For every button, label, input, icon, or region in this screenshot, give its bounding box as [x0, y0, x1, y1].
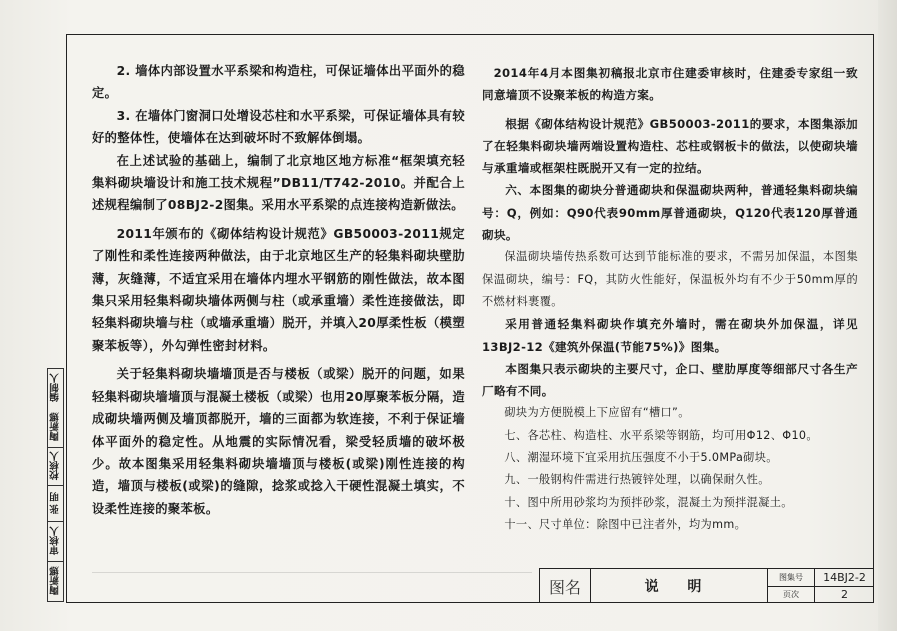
- atlas-number-label: 图集号: [768, 569, 815, 586]
- title-block: [539, 568, 874, 603]
- paragraph: 关于轻集料砌块墙墙顶是否与楼板（或梁）脱开的问题，如果轻集料砌块墙墙顶与混凝土楼板（或梁）也用20厚聚苯板分隔，造成砌块墙两侧及墙顶都脱开，墙的三面都为软连接，不利于保证墙体平面外的稳定性。从地震的实际情况看，梁受轻质墙的破坏极少。故本图集采用轻集料砌块墙墙顶与楼板(或梁)刚性连接的构造，墙顶与楼板(或梁)的缝隙，捻浆或捻入干硬性混凝土填实，不设柔性连接的聚苯板。: [92, 367, 465, 516]
- paragraph: 九、一般钢构件需进行热镀锌处理，以确保耐久性。: [504, 473, 770, 487]
- left-text-column: [92, 60, 465, 520]
- paragraph: 十、图中所用砂浆均为预拌砂浆，混凝土为预拌混凝土。: [504, 495, 793, 509]
- strip-cell-checker-label: 校核人: [48, 447, 63, 486]
- paragraph: 2. 墙体内部设置水平系梁和构造柱，可保证墙体出平面外的稳定。: [92, 64, 465, 101]
- title-meta: [768, 569, 874, 603]
- paragraph: 3. 在墙体门窗洞口处增设芯柱和水平系梁，可保证墙体具有较好的整体性，使墙体在达到破坏时不致解体倒塌。: [92, 108, 465, 146]
- paragraph: 本图集只表示砌块的主要尺寸，企口、壁肋厚度等细部尺寸各生产厂略有不同。: [482, 361, 858, 399]
- strip-cell-reviewer: 陶新娜: [48, 561, 63, 602]
- strip-cell-author: 陶新娜: [48, 407, 63, 448]
- sheet-title: 说 明: [591, 569, 768, 603]
- paragraph: 六、本图集的砌块分普通砌块和保温砌块两种，普通轻集料砌块编号：Q，例如：Q90代表90mm厚普通砌块，Q120代表120厚普通砌块。: [482, 183, 858, 243]
- right-text-column: [482, 62, 858, 536]
- page-number-row: [768, 587, 874, 604]
- atlas-number-row: [768, 569, 874, 587]
- page-number-label: 页次: [768, 587, 815, 604]
- atlas-number: 14BJ2-2: [823, 570, 866, 584]
- faded-bleed-through: [92, 572, 532, 603]
- signature-strip: [47, 368, 64, 602]
- strip-cell-author-label: 编制人: [50, 373, 61, 403]
- paragraph: 保温砌块墙传热系数可达到节能标准的要求，不需另加保温，本图集保温砌块，编号：FQ，其防火性能好，保温板外均有不少于50mm厚的不燃材料裹覆。: [482, 250, 858, 308]
- paragraph: 七、各芯柱、构造柱、水平系梁等钢筋，均可用Φ12、Φ10。: [504, 428, 818, 442]
- strip-cell-reviewer-label: 审核人: [48, 521, 63, 562]
- strip-cell-checker: 张 明: [48, 485, 63, 522]
- paragraph: 在上述试验的基础上，编制了北京地区地方标准“框架填充轻集料砌块墙设计和施工技术规程”DB11/T742-2010。并配合上述规程编制了08BJ2-2图集。采用水平系梁的点连接构造新做法。: [92, 153, 465, 213]
- paragraph: 采用普通轻集料砌块作填充外墙时，需在砌块外加保温，详见13BJ2-12《建筑外保温(节能75%)》图集。: [482, 317, 858, 354]
- paragraph: 八、潮湿环境下宜采用抗压强度不小于5.0MPa砌块。: [504, 451, 778, 465]
- title-label: 图名: [540, 569, 591, 603]
- paragraph: 2014年4月本图集初稿报北京市住建委审核时，住建委专家组一致同意墙顶不设聚苯板的构造方案。: [482, 66, 858, 103]
- paragraph: 根据《砌体结构设计规范》GB50003-2011的要求，本图集添加了在轻集料砌块墙两端设置构造柱、芯柱或钢板卡的做法，以使砌块墙与承重墙或框架柱既脱开又有一定的拉结。: [482, 116, 858, 176]
- paragraph: 砌块为方便脱模上下应留有“槽口”。: [504, 406, 690, 420]
- paragraph: 十一、尺寸单位：除图中已注者外，均为mm。: [504, 517, 747, 531]
- page-edge-shadow: [878, 0, 897, 631]
- paragraph: 2011年颁布的《砌体结构设计规范》GB50003-2011规定了刚性和柔性连接两种做法，由于北京地区生产的轻集料砌块壁肋薄，灰缝薄，不适宜采用在墙体内埋水平钢筋的刚性做法，故本图集只采用轻集料砌块墙体两侧与柱（或承重墙）柔性连接做法，即轻集料砌块墙与柱（或墙承重墙）脱开，并填入20厚柔性板（模塑聚苯板等），外勾弹性密封材料。: [92, 226, 465, 353]
- page-number: 2: [841, 588, 848, 602]
